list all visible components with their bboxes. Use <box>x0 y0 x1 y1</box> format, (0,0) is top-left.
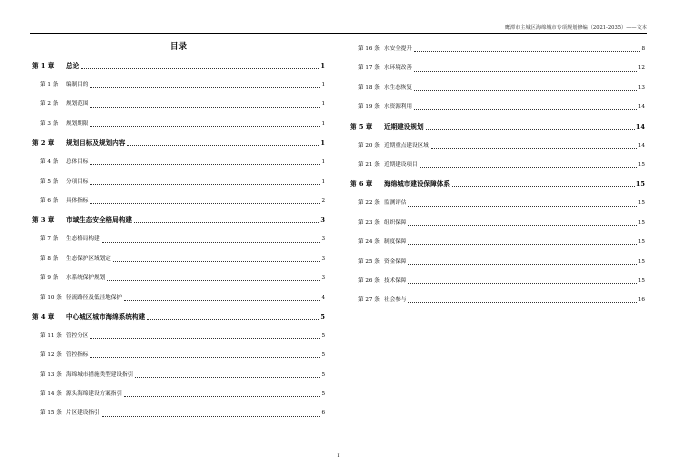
toc-entry-number: 第 2 章 <box>32 139 55 148</box>
toc-entry-page: 13 <box>637 84 645 91</box>
toc-entry-title: 组织保障 <box>384 219 407 226</box>
toc-leader-dots <box>102 416 320 417</box>
toc-entry-title: 编制目的 <box>66 82 89 88</box>
toc-entry-number: 第 18 条 <box>358 84 380 91</box>
toc-entry-page: 8 <box>641 46 645 52</box>
toc-entry-page: 1 <box>321 159 325 166</box>
toc-entry-number: 第 3 章 <box>32 216 55 225</box>
toc-entry-number: 第 20 条 <box>358 142 380 149</box>
toc-entry-page: 3 <box>320 216 325 225</box>
toc-entry-title: 管控指标 <box>66 352 89 359</box>
toc-leader-dots <box>431 148 637 149</box>
toc-leader-dots <box>135 377 320 378</box>
toc-chapter-entry[interactable] <box>32 308 325 327</box>
toc-chapter-entry[interactable] <box>32 57 325 76</box>
toc-entry-number: 第 3 条 <box>40 120 59 127</box>
toc-entry-page: 14 <box>637 142 645 149</box>
toc-entry-number: 第 11 条 <box>40 332 62 339</box>
running-header: 鹰潭市主城区海绵城市专项规划修编（2021-2035）——文本 <box>504 25 647 31</box>
toc-chapter-entry[interactable] <box>350 175 645 194</box>
toc-entry-number: 第 15 条 <box>40 410 62 417</box>
toc-entry-number: 第 7 条 <box>40 236 59 243</box>
toc-entry-title: 总体目标 <box>66 159 89 166</box>
toc-entry-title: 近期重点建设区域 <box>384 142 429 149</box>
toc-entry-number: 第 25 条 <box>358 258 380 265</box>
toc-entry-title: 水安全提升 <box>384 46 412 52</box>
toc-entry-page: 15 <box>637 277 645 284</box>
toc-article-entry[interactable] <box>32 404 325 423</box>
toc-entry-number: 第 1 章 <box>32 62 55 70</box>
toc-leader-dots <box>90 126 320 127</box>
toc-entry-title: 管控分区 <box>66 332 89 339</box>
toc-entry-number: 第 16 条 <box>358 46 380 52</box>
toc-entry-page: 1 <box>320 139 325 148</box>
toc-leader-dots <box>414 51 640 52</box>
toc-entry-title: 技术保障 <box>384 277 407 284</box>
toc-leader-dots <box>134 222 319 223</box>
toc-entry-page: 15 <box>637 258 645 265</box>
toc-entry-title: 径流路径及低洼地保护 <box>66 294 122 301</box>
toc-title: 目录 <box>169 42 187 52</box>
toc-leader-dots <box>90 357 320 358</box>
toc-article-entry[interactable] <box>32 230 325 249</box>
toc-entry-page: 3 <box>321 275 325 282</box>
toc-leader-dots <box>426 129 635 130</box>
toc-entry-number: 第 5 章 <box>350 122 373 131</box>
toc-entry-page: 5 <box>321 391 325 398</box>
toc-entry-title: 分项目标 <box>66 178 89 185</box>
toc-leader-dots <box>124 396 320 397</box>
toc-entry-page: 3 <box>321 236 325 243</box>
toc-leader-dots <box>81 68 319 69</box>
toc-entry-title: 市域生态安全格局构建 <box>66 216 132 225</box>
toc-entry-title: 海绵城市措施类型建设指引 <box>66 371 134 378</box>
toc-article-entry[interactable] <box>350 40 645 59</box>
toc-entry-number: 第 9 条 <box>40 275 59 282</box>
toc-entry-number: 第 10 条 <box>40 294 62 301</box>
toc-article-entry[interactable] <box>350 291 645 310</box>
toc-entry-title: 制度保障 <box>384 239 407 246</box>
page-number: I <box>337 453 340 459</box>
toc-article-entry[interactable] <box>32 385 325 404</box>
toc-chapter-entry[interactable] <box>32 134 325 153</box>
toc-entry-title: 海绵城市建设保障体系 <box>384 180 450 189</box>
toc-article-entry[interactable] <box>32 95 325 114</box>
toc-entry-title: 具体指标 <box>66 197 89 204</box>
toc-entry-page: 5 <box>320 312 325 321</box>
toc-entry-number: 第 1 条 <box>40 82 59 88</box>
toc-entry-title: 资金保障 <box>384 258 407 265</box>
toc-entry-number: 第 14 条 <box>40 391 62 398</box>
toc-entry-title: 规划期限 <box>66 120 89 127</box>
toc-article-entry[interactable] <box>350 98 645 117</box>
toc-leader-dots <box>408 225 636 226</box>
toc-entry-title: 总论 <box>66 62 80 70</box>
toc-leader-dots <box>408 206 636 207</box>
toc-article-entry[interactable] <box>32 153 325 172</box>
toc-entry-page: 15 <box>637 219 645 226</box>
toc-article-entry[interactable] <box>350 253 645 272</box>
toc-entry-title: 规划范围 <box>66 101 89 108</box>
toc-leader-dots <box>452 186 635 187</box>
toc-entry-title: 规划目标及规划内容 <box>66 139 126 148</box>
toc-article-entry[interactable] <box>350 272 645 291</box>
toc-entry-number: 第 21 条 <box>358 161 380 168</box>
toc-leader-dots <box>408 283 636 284</box>
toc-entry-number: 第 6 条 <box>40 197 59 204</box>
toc-entry-page: 15 <box>637 161 645 168</box>
toc-entry-page: 1 <box>321 120 325 127</box>
toc-entry-page: 16 <box>637 297 645 304</box>
toc-entry-page: 5 <box>321 352 325 359</box>
toc-entry-page: 1 <box>321 178 325 185</box>
toc-article-entry[interactable] <box>32 269 325 288</box>
toc-left-column <box>32 40 325 424</box>
toc-article-entry[interactable] <box>350 59 645 78</box>
toc-entry-page: 12 <box>637 65 645 72</box>
toc-entry-number: 第 8 条 <box>40 255 59 262</box>
toc-leader-dots <box>102 242 320 243</box>
toc-article-entry[interactable] <box>32 192 325 211</box>
toc-article-entry[interactable] <box>32 250 325 269</box>
toc-entry-title: 社会参与 <box>384 297 407 304</box>
toc-entry-title: 水生态恢复 <box>384 84 412 91</box>
toc-article-entry[interactable] <box>32 366 325 385</box>
toc-leader-dots <box>90 164 320 165</box>
toc-leader-dots <box>90 203 320 204</box>
toc-leader-dots <box>90 87 320 88</box>
toc-entry-number: 第 26 条 <box>358 277 380 284</box>
toc-article-entry[interactable] <box>32 76 325 95</box>
toc-entry-number: 第 27 条 <box>358 297 380 304</box>
toc-entry-number: 第 6 章 <box>350 180 373 189</box>
toc-entry-page: 14 <box>635 122 645 131</box>
toc-entry-number: 第 23 条 <box>358 219 380 226</box>
toc-leader-dots <box>90 107 320 108</box>
toc-chapter-entry[interactable] <box>32 211 325 230</box>
toc-leader-dots <box>408 244 636 245</box>
toc-entry-title: 水系统保护规划 <box>66 275 106 282</box>
toc-leader-dots <box>420 167 637 168</box>
toc-entry-page: 5 <box>321 332 325 339</box>
toc-entry-title: 近期建设规划 <box>384 122 424 131</box>
toc-entry-number: 第 2 条 <box>40 101 59 108</box>
toc-leader-dots <box>90 184 320 185</box>
toc-entry-page: 3 <box>321 255 325 262</box>
toc-entry-page: 15 <box>637 239 645 246</box>
toc-entry-title: 近期建设项目 <box>384 161 418 168</box>
toc-leader-dots <box>127 145 319 146</box>
toc-article-entry[interactable] <box>32 327 325 346</box>
toc-entry-title: 生态保护区域划定 <box>66 255 111 262</box>
toc-leader-dots <box>113 261 320 262</box>
toc-entry-number: 第 4 章 <box>32 312 55 321</box>
toc-entry-page: 6 <box>321 410 325 417</box>
toc-entry-title: 生态格局构建 <box>66 236 100 243</box>
toc-article-entry[interactable] <box>32 346 325 365</box>
toc-leader-dots <box>124 300 320 301</box>
toc-entry-number: 第 17 条 <box>358 65 380 72</box>
toc-article-entry[interactable] <box>350 214 645 233</box>
toc-article-entry[interactable] <box>32 289 325 308</box>
toc-article-entry[interactable] <box>32 173 325 192</box>
toc-leader-dots <box>107 280 320 281</box>
toc-leader-dots <box>414 90 637 91</box>
toc-leader-dots <box>414 109 637 110</box>
toc-entry-title: 监测评估 <box>384 200 407 207</box>
toc-entry-page: 15 <box>637 200 645 207</box>
toc-entry-number: 第 22 条 <box>358 200 380 207</box>
toc-entry-page: 14 <box>637 104 645 111</box>
toc-entry-number: 第 4 条 <box>40 159 59 166</box>
header-rule <box>30 33 647 34</box>
toc-entry-number: 第 19 条 <box>358 104 380 111</box>
toc-entry-page: 5 <box>321 371 325 378</box>
toc-leader-dots <box>414 71 637 72</box>
toc-entry-number: 第 5 条 <box>40 178 59 185</box>
toc-entry-page: 1 <box>320 62 325 70</box>
toc-chapter-entry[interactable] <box>350 118 645 137</box>
toc-leader-dots <box>90 338 320 339</box>
toc-entry-page: 2 <box>321 197 325 204</box>
toc-entry-number: 第 24 条 <box>358 239 380 246</box>
toc-entry-page: 15 <box>635 180 645 189</box>
toc-article-entry[interactable] <box>350 137 645 156</box>
toc-entry-title: 水资源利用 <box>384 104 412 111</box>
toc-article-entry[interactable] <box>350 156 645 175</box>
toc-entry-number: 第 13 条 <box>40 371 62 378</box>
toc-article-entry[interactable] <box>32 115 325 134</box>
toc-entry-number: 第 12 条 <box>40 352 62 359</box>
toc-leader-dots <box>408 302 636 303</box>
toc-entry-title: 中心城区城市海绵系统构建 <box>66 312 146 321</box>
toc-entry-title: 片区建设指引 <box>66 410 100 417</box>
toc-leader-dots <box>147 319 319 320</box>
toc-right-column <box>350 40 645 311</box>
toc-entry-page: 1 <box>321 82 325 88</box>
toc-entry-title: 源头海绵建设方案指引 <box>66 391 122 398</box>
toc-entry-title: 水环境改善 <box>384 65 412 72</box>
toc-leader-dots <box>408 264 636 265</box>
toc-entry-page: 1 <box>321 101 325 108</box>
toc-article-entry[interactable] <box>350 79 645 98</box>
toc-article-entry[interactable] <box>350 194 645 213</box>
toc-article-entry[interactable] <box>350 233 645 252</box>
toc-entry-page: 4 <box>321 294 325 301</box>
